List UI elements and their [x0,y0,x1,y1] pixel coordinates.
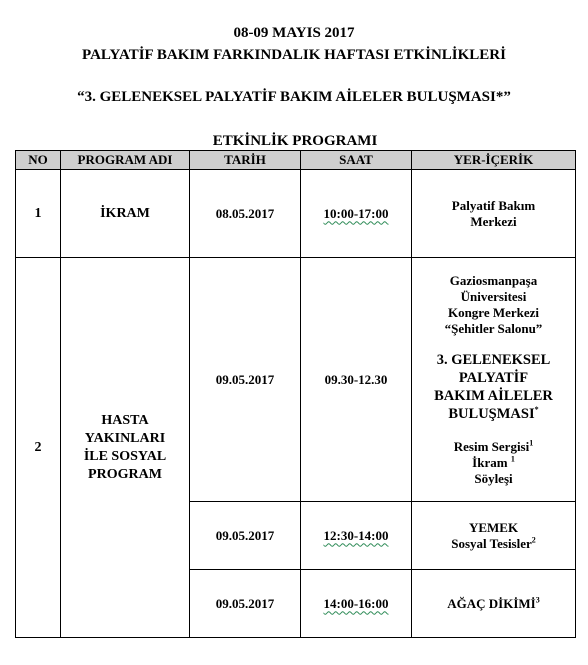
program-name [61,258,190,638]
footnote-mark: * [534,404,539,414]
place-subtitle: Sosyal Tesisler$^2$ [451,535,536,551]
headline-line: PALYATİF [458,369,529,386]
row-date: 09.05.2017 [190,570,301,638]
place-title: YEMEK [468,519,519,535]
row-place [412,502,576,570]
column-header-program-name: PROGRAM ADI [61,151,190,170]
row-date: 08.05.2017 [190,170,301,258]
column-header-place: YER-İÇERİK [412,151,576,170]
footnote-mark: 1 [529,438,534,448]
footnote-mark: 2 [531,535,536,545]
headline-line: BAKIM AİLELER [434,387,553,404]
table-row [16,170,576,258]
program-table [15,150,576,638]
row-number: 1 [16,170,61,258]
date-heading: 08-09 MAYIS 2017 [233,25,355,41]
row-time [301,502,412,570]
time-text: 10:00-17:00 [323,205,389,221]
venue-line: “Şehitler Salonu” [444,320,543,336]
row-time [301,170,412,258]
footnote-mark: 3 [535,595,540,605]
footnote-mark: 1 [510,454,515,464]
program-name-line: HASTA [101,412,149,428]
program-title: ETKİNLİK PROGRAMI [212,133,378,149]
activity-item: Resim Sergisi$^1$ [453,438,534,454]
program-name: İKRAM [61,170,190,258]
program-name-line: YAKINLARI [84,430,166,446]
column-header-no: NO [16,151,61,170]
event-headline [412,351,575,423]
headline-line: BULUŞMASI* [448,404,539,422]
row-time [301,570,412,638]
row-place [412,570,576,638]
column-header-date: TARİH [190,151,301,170]
venue-line: Kongre Merkezi [447,304,540,320]
event-title: “3. GELENEKSEL PALYATİF BAKIM AİLELER BULUŞMASI*” [77,89,511,105]
venue-line: Üniversitesi [460,288,527,304]
place-title: AĞAÇ DİKİMİ$^3$ [447,595,540,611]
column-header-time: SAAT [301,151,412,170]
activity-item: İkram $^1$ [472,454,515,470]
activity-item: Söyleşi [474,470,513,486]
row-time: 09.30-12.30 [301,258,412,502]
time-text: 14:00-16:00 [323,595,389,611]
row-date: 09.05.2017 [190,502,301,570]
program-name-line: PROGRAM [88,466,162,482]
place-line: Merkezi [470,213,517,229]
row-place [412,170,576,258]
place-line: Palyatif Bakım [451,197,536,213]
row-place [412,258,576,502]
row-date: 09.05.2017 [190,258,301,502]
venue-line: Gaziosmanpaşa [449,272,538,288]
row-number: 2 [16,258,61,638]
headline-line: 3. GELENEKSEL [436,351,551,368]
time-text: 12:30-14:00 [323,527,389,543]
program-name-line: İLE SOSYAL [83,448,167,464]
table-header-row [16,151,576,170]
table-row [16,258,576,502]
document-title: PALYATİF BAKIM FARKINDALIK HAFTASI ETKİNLİKLERİ [82,47,506,63]
